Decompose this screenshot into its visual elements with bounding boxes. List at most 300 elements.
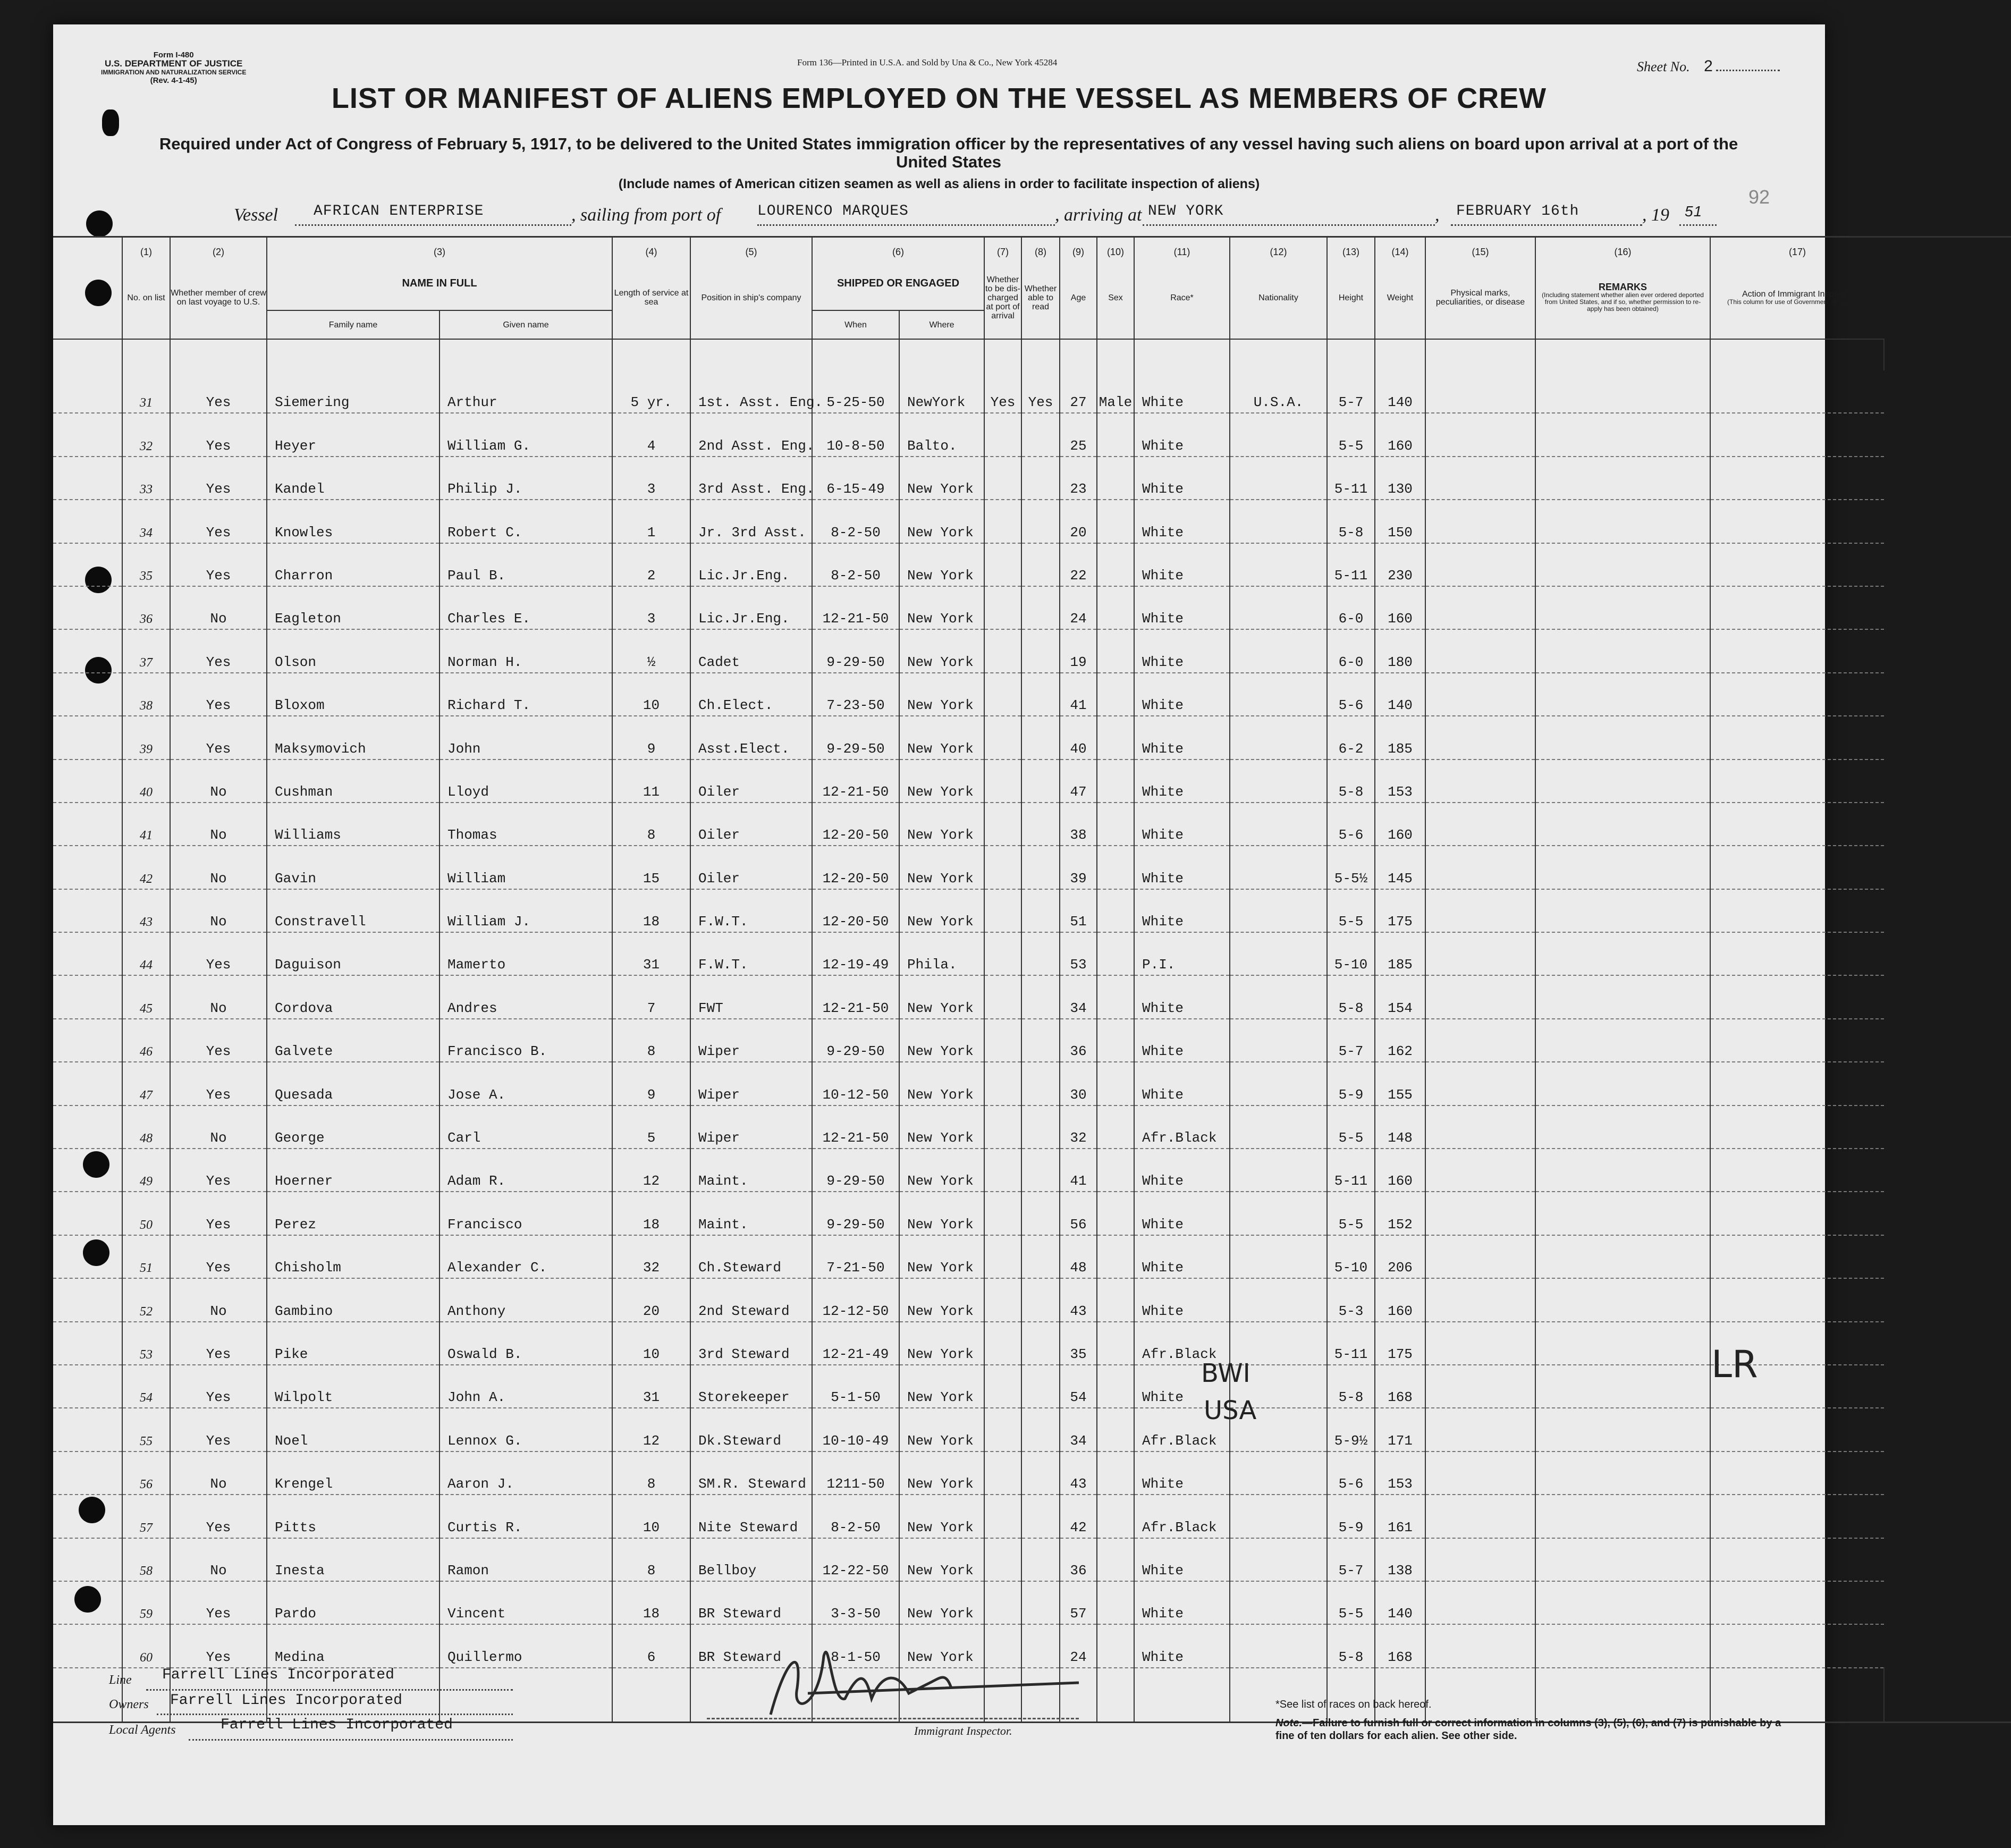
nationality-cell xyxy=(1230,1235,1327,1278)
able-to-read-cell xyxy=(1021,457,1060,500)
weight-cell: 130 xyxy=(1375,457,1425,500)
race-cell: White xyxy=(1134,629,1230,672)
last-voyage-cell: Yes xyxy=(170,370,267,413)
action-cell xyxy=(1710,846,1884,889)
given-name-cell: Quillermo xyxy=(440,1624,612,1667)
shipped-when-cell: 8-2-50 xyxy=(812,543,899,586)
row-number-cell: 60 xyxy=(122,1624,170,1667)
age-cell: 27 xyxy=(1060,370,1097,413)
remarks-cell xyxy=(1535,932,1710,975)
age-cell: 32 xyxy=(1060,1106,1097,1149)
marks-cell xyxy=(1425,1452,1535,1495)
service-length-cell: 12 xyxy=(612,1149,690,1192)
shipped-where-cell: New York xyxy=(899,1452,984,1495)
race-cell: White xyxy=(1134,716,1230,759)
weight-cell: 160 xyxy=(1375,803,1425,846)
shipped-where-cell: New York xyxy=(899,1235,984,1278)
shipped-when-cell: 12-21-50 xyxy=(812,975,899,1018)
nationality-cell xyxy=(1230,629,1327,672)
service-length-cell: 15 xyxy=(612,846,690,889)
nationality-cell xyxy=(1230,586,1327,629)
remarks-cell xyxy=(1535,1365,1710,1408)
remarks-cell xyxy=(1535,1019,1710,1062)
position-cell: FWT xyxy=(690,975,812,1018)
service-length-cell: 6 xyxy=(612,1624,690,1667)
sex-cell xyxy=(1097,1538,1134,1581)
last-voyage-cell: Yes xyxy=(170,1235,267,1278)
discharged-cell xyxy=(984,1278,1021,1321)
row-number-cell: 41 xyxy=(122,803,170,846)
service-length-cell: 18 xyxy=(612,889,690,932)
marks-cell xyxy=(1425,846,1535,889)
family-name-cell: Pike xyxy=(267,1322,440,1365)
able-to-read-cell xyxy=(1021,1019,1060,1062)
from-port: LOURENCO MARQUES xyxy=(757,203,909,220)
discharged-cell xyxy=(984,413,1021,456)
marks-cell xyxy=(1425,1624,1535,1667)
discharged-cell xyxy=(984,846,1021,889)
height-cell: 6-0 xyxy=(1327,629,1375,672)
last-voyage-cell: Yes xyxy=(170,716,267,759)
shipped-when-cell: 12-19-49 xyxy=(812,932,899,975)
shipped-when-cell: 8-2-50 xyxy=(812,500,899,543)
remarks-cell xyxy=(1535,760,1710,803)
weight-cell: 185 xyxy=(1375,932,1425,975)
race-cell: White xyxy=(1134,500,1230,543)
shipped-where-cell: New York xyxy=(899,975,984,1018)
family-name-cell: Cordova xyxy=(267,975,440,1018)
position-cell: Oiler xyxy=(690,760,812,803)
shipped-when-cell: 8-1-50 xyxy=(812,1624,899,1667)
remarks-cell xyxy=(1535,803,1710,846)
race-cell: White xyxy=(1134,1365,1230,1408)
given-name-cell: William xyxy=(440,846,612,889)
age-cell: 53 xyxy=(1060,932,1097,975)
race-cell: White xyxy=(1134,543,1230,586)
action-cell xyxy=(1710,586,1884,629)
shipped-when-cell: 12-21-49 xyxy=(812,1322,899,1365)
crew-row xyxy=(53,1452,2011,1495)
position-cell: Bellboy xyxy=(690,1538,812,1581)
race-cell: White xyxy=(1134,673,1230,716)
shipped-where-cell: New York xyxy=(899,673,984,716)
last-voyage-cell: No xyxy=(170,803,267,846)
sex-cell xyxy=(1097,846,1134,889)
sex-cell xyxy=(1097,500,1134,543)
family-name-cell: Quesada xyxy=(267,1062,440,1105)
given-name-cell: Andres xyxy=(440,975,612,1018)
given-name-cell: Francisco B. xyxy=(440,1019,612,1062)
action-cell xyxy=(1710,760,1884,803)
form-number: Form I-480 xyxy=(153,50,194,60)
able-to-read-cell xyxy=(1021,1278,1060,1321)
race-cell: P.I. xyxy=(1134,932,1230,975)
height-cell: 5-3 xyxy=(1327,1278,1375,1321)
remarks-cell xyxy=(1535,1408,1710,1451)
height-cell: 6-0 xyxy=(1327,586,1375,629)
given-name-cell: Lennox G. xyxy=(440,1408,612,1451)
last-voyage-cell: Yes xyxy=(170,500,267,543)
action-cell xyxy=(1710,975,1884,1018)
action-cell xyxy=(1710,1235,1884,1278)
height-cell: 5-9½ xyxy=(1327,1408,1375,1451)
service-length-cell: 1 xyxy=(612,500,690,543)
shipped-when-cell: 10-10-49 xyxy=(812,1408,899,1451)
discharged-cell xyxy=(984,1452,1021,1495)
race-cell: White xyxy=(1134,1062,1230,1105)
able-to-read-cell xyxy=(1021,760,1060,803)
remarks-cell xyxy=(1535,1149,1710,1192)
position-cell: Asst.Elect. xyxy=(690,716,812,759)
marks-cell xyxy=(1425,1408,1535,1451)
crew-table: (1) (2) (3) (4) (5) (6) (7) (8) (9) (10) (11) (12) (13) (14) (15) (16) (17) No. on list Whether member of crew on last voyage to U.S. NAME IN FULL Length of service at sea Position in ship's company SHIPPED OR ENGAGED Whether to be dis-charged at port of arrival Whether able to read Age Sex Race* Nationality Height Weight Physical marks, peculiarities, or disease REMARKS (Including statement whether alien ever ordered deported from United States, and if so, whether permission to re-apply has been obtained) Action of Immigrant Inspector (This column for use of Government officials only) Family name Given name When Where 31 Yes Siemering Arthur 5 yr. 1st. Asst. Eng. 5-25-50 NewYork Yes Yes 27 Male White U.S.A. 5-7 140 32 Yes Heyer William G. 4 2nd Asst. Eng. 10-8-50 Balto. 25 White 5-5 160 33 Yes Kandel Philip J. 3 3rd Asst. Eng. 6-15-49 New York 23 White 5-11 130 34 Yes Knowles Robert C. 1 Jr. 3rd Asst. 8-2-50 New York 20 White 5-8 150 35 Yes Charron Paul B. 2 Lic.Jr.Eng. 8-2-50 New York 22 White 5-11 230 36 No Eagleton Charles E. 3 Lic.Jr.Eng. 12-21-50 New York 24 White 6-0 160 37 Yes Olson Norman H. ½ Cadet 9-29-50 New York 19 White 6-0 180 38 Yes Bloxom Richard T. 10 Ch.Elect. 7-23-50 New York 41 White 5-6 140 39 Yes Maksymovich John 9 Asst.Elect. 9-29-50 New York 40 White 6-2 185 40 No Cushman Lloyd 11 Oiler 12-21-50 New York 47 White 5-8 153 41 No Williams Thomas 8 Oiler 12-20-50 New York 38 White 5-6 160 42 No Gavin William 15 Oiler 12-20-50 New York 39 White 5-5½ 145 43 No Constravell William J. 18 F.W.T. 12-20-50 New York 51 White 5-5 175 44 Yes Daguison Mamerto 31 F.W.T. 12-19-49 Phila. 53 P.I. 5-10 185 45 No Cordova Andres 7 FWT 12-21-50 New York 34 White 5-8 154 46 Yes Galvete Francisco B. 8 Wiper 9-29-50 New York 36 White 5-7 162 47 Yes Quesada Jose A. 9 Wiper 10-12-50 New York 30 White 5-9 155 48 No George Carl 5 Wiper 12-21-50 New York 32 Afr.Black 5-5 148 49 Yes Hoerner Adam R. 12 Maint. 9-29-50 New York 41 White 5-11 160 50 Yes Perez Francisco 18 Maint. 9-29-50 New York 56 White 5-5 152 51 Yes Chisholm Alexander C. 32 Ch.Steward 7-21-50 New York 48 White 5-10 206 52 No Gambino Anthony 20 2nd Steward 12-12-50 New York 43 White 5-3 160 53 Yes Pike Oswald B. 10 3rd Steward 12-21-49 New York 35 Afr.Black 5-11 175 54 Yes Wilpolt John A. 31 Storekeeper 5-1-50 New York 54 White 5-8 168 55 Yes Noel Lennox G. 12 Dk.Steward 10-10-49 New York 34 Afr.Black 5-9½ 171 56 No Krengel Aaron J. 8 SM.R. Steward 1211-50 New York 43 White 5-6 153 57 Yes Pitts Curtis R. 10 Nite Steward 8-2-50 New York 42 Afr.Black 5-9 161 58 No Inesta Ramon 8 Bellboy 12-22-50 New York 36 White 5-7 138 59 Yes Pardo Vincent 18 BR Steward 3-3-50 New York 57 White 5-5 140 60 Yes Medina Quillermo 6 BR Steward 8-1-50 New York 24 White 5-8 168 xyxy=(53,236,2011,1723)
row-number-cell: 55 xyxy=(122,1408,170,1451)
race-cell: White xyxy=(1134,586,1230,629)
race-cell: White xyxy=(1134,1149,1230,1192)
sex-cell xyxy=(1097,932,1134,975)
able-to-read-cell xyxy=(1021,1538,1060,1581)
race-cell: White xyxy=(1134,1235,1230,1278)
shipped-when-cell: 12-20-50 xyxy=(812,803,899,846)
height-cell: 6-2 xyxy=(1327,716,1375,759)
service-length-cell: 10 xyxy=(612,1495,690,1538)
action-cell xyxy=(1710,413,1884,456)
height-cell: 5-9 xyxy=(1327,1062,1375,1105)
able-to-read-cell xyxy=(1021,932,1060,975)
shipped-when-cell: 12-21-50 xyxy=(812,1106,899,1149)
crew-row xyxy=(53,1149,2011,1192)
able-to-read-cell xyxy=(1021,889,1060,932)
shipped-when-cell: 9-29-50 xyxy=(812,1019,899,1062)
service-length-cell: 5 xyxy=(612,1106,690,1149)
height-cell: 5-8 xyxy=(1327,1624,1375,1667)
arriving-label: , arriving at xyxy=(1055,205,1142,225)
shipped-where-cell: New York xyxy=(899,1149,984,1192)
nationality-cell xyxy=(1230,1106,1327,1149)
sex-cell xyxy=(1097,1408,1134,1451)
last-voyage-cell: Yes xyxy=(170,1581,267,1624)
height-cell: 5-10 xyxy=(1327,1235,1375,1278)
age-cell: 35 xyxy=(1060,1322,1097,1365)
nationality-cell xyxy=(1230,1149,1327,1192)
family-name-cell: Noel xyxy=(267,1408,440,1451)
shipped-where-cell: New York xyxy=(899,1538,984,1581)
age-cell: 54 xyxy=(1060,1365,1097,1408)
height-cell: 5-8 xyxy=(1327,1365,1375,1408)
from-label: , sailing from port of xyxy=(571,205,721,225)
given-name-cell: Francisco xyxy=(440,1192,612,1235)
height-cell: 5-10 xyxy=(1327,932,1375,975)
service-length-cell: 31 xyxy=(612,932,690,975)
family-name-cell: Maksymovich xyxy=(267,716,440,759)
service-length-cell: 8 xyxy=(612,1538,690,1581)
weight-cell: 185 xyxy=(1375,716,1425,759)
signature-line xyxy=(707,1718,1079,1719)
discharged-cell xyxy=(984,1019,1021,1062)
remarks-cell xyxy=(1535,1235,1710,1278)
shipped-where-cell: New York xyxy=(899,543,984,586)
nationality-cell xyxy=(1230,1624,1327,1667)
last-voyage-cell: No xyxy=(170,586,267,629)
sex-cell xyxy=(1097,413,1134,456)
col-nationality-header: Nationality xyxy=(1230,257,1327,339)
marks-cell xyxy=(1425,760,1535,803)
shipped-when-cell: 9-29-50 xyxy=(812,1149,899,1192)
sex-cell xyxy=(1097,673,1134,716)
shipped-where-cell: New York xyxy=(899,586,984,629)
printer-note: Form 136—Printed in U.S.A. and Sold by Una & Co., New York 45284 xyxy=(797,57,1058,67)
nationality-cell xyxy=(1230,457,1327,500)
age-cell: 24 xyxy=(1060,1624,1097,1667)
given-name-cell: Jose A. xyxy=(440,1062,612,1105)
weight-cell: 153 xyxy=(1375,760,1425,803)
position-cell: Jr. 3rd Asst. xyxy=(690,500,812,543)
discharged-cell xyxy=(984,1192,1021,1235)
last-voyage-cell: Yes xyxy=(170,629,267,672)
col-where-header: Where xyxy=(899,310,984,339)
action-cell xyxy=(1710,1408,1884,1451)
shipped-when-cell: 12-12-50 xyxy=(812,1278,899,1321)
age-cell: 36 xyxy=(1060,1019,1097,1062)
last-voyage-cell: No xyxy=(170,1538,267,1581)
given-name-cell: Paul B. xyxy=(440,543,612,586)
able-to-read-cell xyxy=(1021,543,1060,586)
family-name-cell: Daguison xyxy=(267,932,440,975)
family-name-cell: Knowles xyxy=(267,500,440,543)
nationality-cell xyxy=(1230,413,1327,456)
service-length-cell: 12 xyxy=(612,1408,690,1451)
crew-row xyxy=(53,760,2011,803)
shipped-when-cell: 12-21-50 xyxy=(812,586,899,629)
sex-cell xyxy=(1097,1322,1134,1365)
sex-cell xyxy=(1097,543,1134,586)
service-length-cell: 20 xyxy=(612,1278,690,1321)
height-cell: 5-7 xyxy=(1327,1538,1375,1581)
row-number-cell: 53 xyxy=(122,1322,170,1365)
height-cell: 5-6 xyxy=(1327,673,1375,716)
sex-cell xyxy=(1097,1192,1134,1235)
row-number-cell: 58 xyxy=(122,1538,170,1581)
position-cell: Oiler xyxy=(690,803,812,846)
able-to-read-cell xyxy=(1021,1365,1060,1408)
last-voyage-cell: Yes xyxy=(170,1322,267,1365)
discharged-cell xyxy=(984,1495,1021,1538)
race-cell: White xyxy=(1134,975,1230,1018)
able-to-read-cell xyxy=(1021,500,1060,543)
action-cell xyxy=(1710,1495,1884,1538)
crew-row xyxy=(53,586,2011,629)
remarks-cell xyxy=(1535,1062,1710,1105)
discharged-cell xyxy=(984,500,1021,543)
shipped-when-cell: 3-3-50 xyxy=(812,1581,899,1624)
shipped-where-cell: New York xyxy=(899,1365,984,1408)
family-name-cell: Heyer xyxy=(267,413,440,456)
height-cell: 5-6 xyxy=(1327,803,1375,846)
age-cell: 24 xyxy=(1060,586,1097,629)
remarks-cell xyxy=(1535,543,1710,586)
row-number-cell: 48 xyxy=(122,1106,170,1149)
remarks-cell xyxy=(1535,716,1710,759)
discharged-cell xyxy=(984,543,1021,586)
action-cell xyxy=(1710,1624,1884,1667)
service-length-cell: 5 yr. xyxy=(612,370,690,413)
service-length-cell: 2 xyxy=(612,543,690,586)
family-name-cell: Medina xyxy=(267,1624,440,1667)
age-cell: 43 xyxy=(1060,1278,1097,1321)
race-cell: White xyxy=(1134,1624,1230,1667)
given-name-cell: Aaron J. xyxy=(440,1452,612,1495)
age-cell: 34 xyxy=(1060,975,1097,1018)
position-cell: 2nd Asst. Eng. xyxy=(690,413,812,456)
service-length-cell: 3 xyxy=(612,586,690,629)
shipped-where-cell: New York xyxy=(899,1278,984,1321)
able-to-read-cell xyxy=(1021,1062,1060,1105)
sheet-label: Sheet No. xyxy=(1637,59,1690,74)
discharged-cell xyxy=(984,932,1021,975)
form-identifier xyxy=(101,51,246,85)
given-name-cell: Ramon xyxy=(440,1538,612,1581)
able-to-read-cell xyxy=(1021,1408,1060,1451)
family-name-cell: Eagleton xyxy=(267,586,440,629)
family-name-cell: Pardo xyxy=(267,1581,440,1624)
crew-row xyxy=(53,1581,2011,1624)
weight-cell: 161 xyxy=(1375,1495,1425,1538)
able-to-read-cell xyxy=(1021,975,1060,1018)
nationality-cell xyxy=(1230,846,1327,889)
last-voyage-cell: Yes xyxy=(170,1192,267,1235)
age-cell: 41 xyxy=(1060,1149,1097,1192)
crew-row xyxy=(53,1408,2011,1451)
shipped-where-cell: New York xyxy=(899,1322,984,1365)
weight-cell: 140 xyxy=(1375,1581,1425,1624)
crew-row xyxy=(53,1106,2011,1149)
age-cell: 42 xyxy=(1060,1495,1097,1538)
age-cell: 34 xyxy=(1060,1408,1097,1451)
handwritten-usa: USA xyxy=(1204,1396,1257,1425)
given-name-cell: Robert C. xyxy=(440,500,612,543)
age-cell: 56 xyxy=(1060,1192,1097,1235)
position-cell: 1st. Asst. Eng. xyxy=(690,370,812,413)
crew-row xyxy=(53,846,2011,889)
race-cell: White xyxy=(1134,457,1230,500)
col-last-voyage-header: Whether member of crew on last voyage to U.S. xyxy=(170,257,267,339)
col-remarks-header: REMARKS (Including statement whether alien ever ordered deported from United States, and if so, whether permission to re-apply has been obtained) xyxy=(1535,257,1710,339)
weight-cell: 150 xyxy=(1375,500,1425,543)
position-cell: Cadet xyxy=(690,629,812,672)
discharged-cell xyxy=(984,629,1021,672)
shipped-where-cell: New York xyxy=(899,803,984,846)
nationality-cell xyxy=(1230,975,1327,1018)
height-cell: 5-8 xyxy=(1327,500,1375,543)
marks-cell xyxy=(1425,370,1535,413)
given-name-cell: Oswald B. xyxy=(440,1322,612,1365)
height-cell: 5-7 xyxy=(1327,1019,1375,1062)
marks-cell xyxy=(1425,586,1535,629)
agents-value: Farrell Lines Incorporated xyxy=(221,1717,453,1733)
nationality-cell xyxy=(1230,932,1327,975)
sex-cell xyxy=(1097,457,1134,500)
able-to-read-cell xyxy=(1021,673,1060,716)
marks-cell xyxy=(1425,932,1535,975)
family-name-cell: Gambino xyxy=(267,1278,440,1321)
action-cell xyxy=(1710,1106,1884,1149)
shipped-where-cell: NewYork xyxy=(899,370,984,413)
given-name-cell: Lloyd xyxy=(440,760,612,803)
remarks-cell xyxy=(1535,889,1710,932)
col-service-header: Length of service at sea xyxy=(612,257,690,339)
marks-cell xyxy=(1425,1322,1535,1365)
family-name-cell: Constravell xyxy=(267,889,440,932)
able-to-read-cell xyxy=(1021,1235,1060,1278)
page-mark: 92 xyxy=(1748,186,1770,208)
col-read-header: Whether able to read xyxy=(1021,257,1060,339)
given-name-cell: Philip J. xyxy=(440,457,612,500)
given-name-cell: Thomas xyxy=(440,803,612,846)
sex-cell xyxy=(1097,1365,1134,1408)
last-voyage-cell: No xyxy=(170,889,267,932)
remarks-cell xyxy=(1535,673,1710,716)
last-voyage-cell: Yes xyxy=(170,1624,267,1667)
position-cell: Ch.Steward xyxy=(690,1235,812,1278)
sex-cell xyxy=(1097,1149,1134,1192)
crew-row xyxy=(53,1235,2011,1278)
col-weight-header: Weight xyxy=(1375,257,1425,339)
discharged-cell xyxy=(984,803,1021,846)
remarks-cell xyxy=(1535,975,1710,1018)
row-number-cell: 37 xyxy=(122,629,170,672)
nationality-cell xyxy=(1230,673,1327,716)
nationality-cell xyxy=(1230,803,1327,846)
row-number-cell: 49 xyxy=(122,1149,170,1192)
able-to-read-cell xyxy=(1021,1452,1060,1495)
shipped-when-cell: 12-20-50 xyxy=(812,846,899,889)
race-cell: White xyxy=(1134,1019,1230,1062)
year-prefix: , 19 xyxy=(1642,205,1669,225)
action-cell xyxy=(1710,1192,1884,1235)
given-name-cell: William J. xyxy=(440,889,612,932)
weight-cell: 140 xyxy=(1375,370,1425,413)
age-cell: 39 xyxy=(1060,846,1097,889)
discharged-cell xyxy=(984,889,1021,932)
shipped-where-cell: New York xyxy=(899,500,984,543)
crew-row xyxy=(53,1538,2011,1581)
crew-row xyxy=(53,1062,2011,1105)
age-cell: 40 xyxy=(1060,716,1097,759)
marks-cell xyxy=(1425,1278,1535,1321)
given-name-cell: Anthony xyxy=(440,1278,612,1321)
shipped-when-cell: 10-12-50 xyxy=(812,1062,899,1105)
given-name-cell: Mamerto xyxy=(440,932,612,975)
race-cell: Afr.Black xyxy=(1134,1322,1230,1365)
age-cell: 47 xyxy=(1060,760,1097,803)
last-voyage-cell: No xyxy=(170,1452,267,1495)
department: U.S. DEPARTMENT OF JUSTICE xyxy=(104,58,243,69)
marks-cell xyxy=(1425,1192,1535,1235)
age-cell: 30 xyxy=(1060,1062,1097,1105)
position-cell: Lic.Jr.Eng. xyxy=(690,586,812,629)
remarks-cell xyxy=(1535,629,1710,672)
action-cell xyxy=(1710,1019,1884,1062)
row-number-cell: 43 xyxy=(122,889,170,932)
weight-cell: 168 xyxy=(1375,1624,1425,1667)
nationality-cell xyxy=(1230,1538,1327,1581)
position-cell: F.W.T. xyxy=(690,932,812,975)
weight-cell: 155 xyxy=(1375,1062,1425,1105)
weight-cell: 206 xyxy=(1375,1235,1425,1278)
sex-cell xyxy=(1097,889,1134,932)
col-family-header: Family name xyxy=(267,310,440,339)
shipped-when-cell: 9-29-50 xyxy=(812,716,899,759)
